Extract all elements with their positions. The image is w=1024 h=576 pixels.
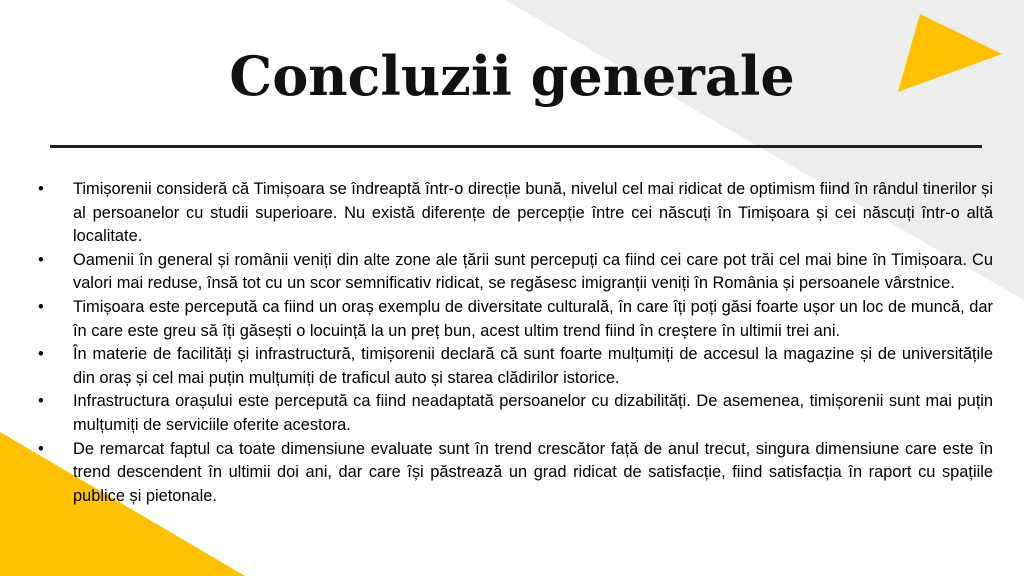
bullet-glyph: • [38,180,44,198]
title-divider [50,145,982,148]
bullet-glyph: • [38,297,44,316]
list-item-text: De remarcat faptul ca toate dimensiune evaluate sunt în trend crescător față de anul trecut, singura dimensiune care este în trend descendent în ultimii doi ani, dar care își păstrează un grad ridicat de satisfacție, fiind satisfacția în raport cu spațiile publice și pietonale. [73,439,993,505]
list-item-text: Timișorenii consideră că Timișoara se îndreaptă într-o direcție bună, nivelul cel mai ridicat de optimism fiind în rândul tinerilor și al persoanelor cu studii superioare. Nu există diferențe de percepție între cei născuți în Timișoara și cei născuți într-o altă localitate. [73,180,993,246]
list-item [38,249,993,296]
list-item [38,296,993,343]
list-item [38,178,993,249]
list-item-text: Oamenii în general și românii veniți din alte zone ale țării sunt percepuți ca fiind cei care pot trăi cel mai bine în Timișoara. Cu valori mai reduse, însă tot cu un scor semnificativ ridicat, se regăsesc imigranții veniți în România și persoanele vârstnice. [73,250,993,293]
list-item-text: Infrastructura orașului este percepută ca fiind neadaptată persoanelor cu dizabilități. De asemenea, timișorenii sunt mai puțin mulțumiți de serviciile oferite acestora. [73,392,993,434]
list-item-text: Timișoara este percepută ca fiind un oraș exemplu de diversitate culturală, în care îți poți găsi foarte ușor un loc de muncă, dar în care este greu să îți găsești o locuință la un preț bun, acest ultim trend fiind în creștere în ultimii trei ani. [73,297,993,340]
conclusions-list [38,178,993,508]
bullet-glyph: • [38,392,44,411]
list-item [38,390,993,437]
slide-title: Concluzii generale [229,44,795,108]
bullet-glyph: • [38,345,44,364]
bullet-glyph: • [38,250,44,269]
list-item [38,343,993,390]
list-item-text: În materie de facilități și infrastructură, timișorenii declară că sunt foarte mulțumiți de accesul la magazine și de universitățile din oraș și cel mai puțin mulțumiți de traficul auto și starea clădirilor istorice. [73,345,993,387]
bullet-glyph: • [38,439,44,458]
list-item [38,438,993,509]
